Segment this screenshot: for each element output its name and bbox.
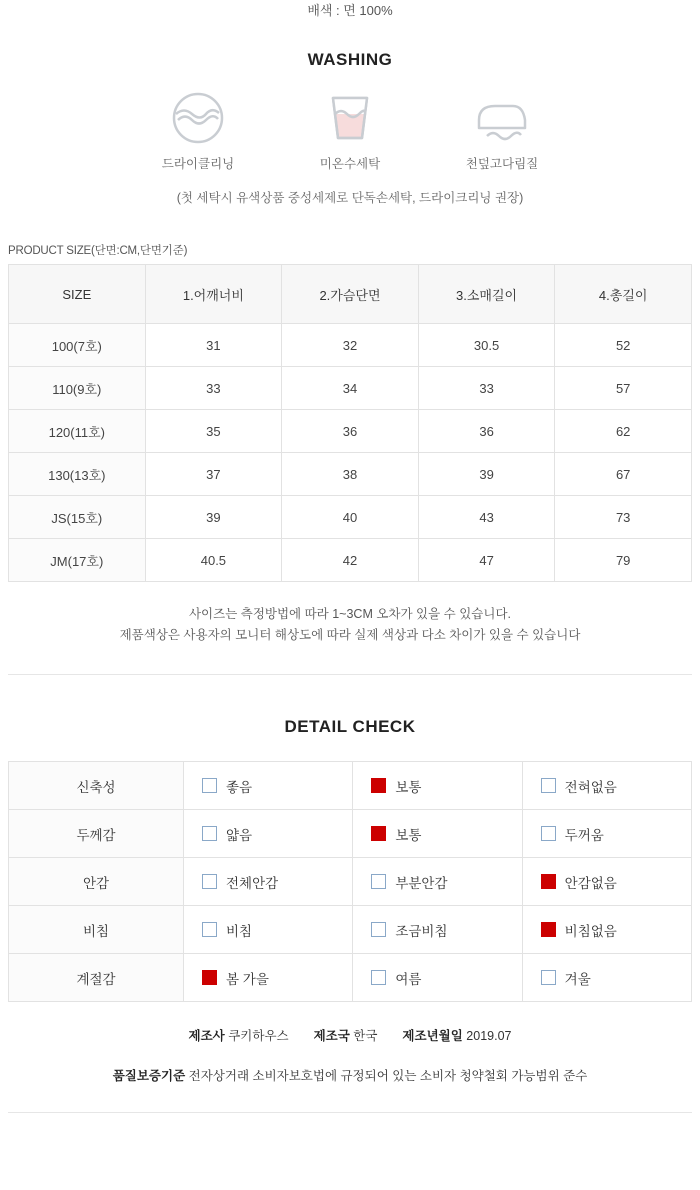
table-row <box>9 410 692 453</box>
warranty-text: 전자상거래 소비자보호법에 규정되어 있는 소비자 청약철회 가능범위 준수 <box>188 1069 588 1083</box>
sleeve-col-header: 3.소매길이 <box>418 265 555 324</box>
option-label: 보통 <box>395 827 422 843</box>
checkbox[interactable] <box>371 922 386 937</box>
option-label: 얇음 <box>226 827 253 843</box>
country-label: 제조국 <box>313 1029 350 1043</box>
size-cell: JS(15호) <box>9 496 146 539</box>
sleeve-cell: 36 <box>418 410 555 453</box>
fabric-info <box>0 0 700 22</box>
sleeve-cell: 33 <box>418 367 555 410</box>
detail-row-sheerness <box>9 906 692 954</box>
option-label: 좋음 <box>226 779 253 795</box>
detail-option-cell[interactable] <box>522 906 691 954</box>
table-row <box>9 539 692 582</box>
option-label: 두꺼움 <box>564 827 604 843</box>
warranty-label: 품질보증기준 <box>112 1069 186 1083</box>
section-divider <box>8 674 692 675</box>
detail-row-season <box>9 954 692 1002</box>
shoulder-cell: 33 <box>145 367 282 410</box>
chest-cell: 36 <box>282 410 419 453</box>
detail-option-cell[interactable] <box>522 762 691 810</box>
shoulder-cell: 35 <box>145 410 282 453</box>
option-label: 안감없음 <box>564 875 617 891</box>
detail-row-label: 두께감 <box>9 810 184 858</box>
shoulder-cell: 31 <box>145 324 282 367</box>
chest-cell: 40 <box>282 496 419 539</box>
chest-cell: 42 <box>282 539 419 582</box>
length-cell: 79 <box>555 539 692 582</box>
option-label: 보통 <box>395 779 422 795</box>
checkbox[interactable] <box>202 922 217 937</box>
detail-row-label: 비침 <box>9 906 184 954</box>
size-note-line: 제품색상은 사용자의 모니터 해상도에 따라 실제 색상과 다소 차이가 있을 수 있습니다 <box>119 628 581 642</box>
checkbox[interactable] <box>541 970 556 985</box>
detail-option-cell[interactable] <box>184 906 353 954</box>
length-cell: 62 <box>555 410 692 453</box>
detail-option-cell[interactable] <box>522 858 691 906</box>
sleeve-cell: 43 <box>418 496 555 539</box>
sleeve-cell: 39 <box>418 453 555 496</box>
size-col-header: SIZE <box>9 265 146 324</box>
shoulder-col-header: 1.어깨너비 <box>145 265 282 324</box>
option-label: 여름 <box>395 971 422 987</box>
table-header-row <box>9 265 692 324</box>
detail-row-stretch <box>9 762 692 810</box>
size-cell: 130(13호) <box>9 453 146 496</box>
washing-note: (첫 세탁시 유색상품 중성세제로 단독손세탁, 드라이크리닝 권장) <box>176 191 524 205</box>
table-row <box>9 496 692 539</box>
warranty-info <box>0 1066 700 1084</box>
shoulder-cell: 37 <box>145 453 282 496</box>
chest-cell: 34 <box>282 367 419 410</box>
size-cell: 110(9호) <box>9 367 146 410</box>
detail-row-lining <box>9 858 692 906</box>
checkbox[interactable] <box>541 922 556 937</box>
detail-option-cell[interactable] <box>184 810 353 858</box>
option-label: 봄 가을 <box>226 971 269 987</box>
option-label: 전체안감 <box>226 875 279 891</box>
maker-label: 제조사 <box>188 1029 225 1043</box>
washing-label: 미온수세탁 <box>319 157 381 171</box>
country-value: 한국 <box>353 1029 378 1043</box>
table-row <box>9 367 692 410</box>
detail-option-cell[interactable] <box>353 858 522 906</box>
size-cell: 100(7호) <box>9 324 146 367</box>
option-label: 비침 <box>226 923 253 939</box>
detail-option-cell[interactable] <box>522 810 691 858</box>
table-row <box>9 453 692 496</box>
size-notes <box>0 604 700 646</box>
detail-option-cell[interactable] <box>184 954 353 1002</box>
manufacture-date-label: 제조년월일 <box>402 1029 463 1043</box>
washing-label: 천덮고다림질 <box>465 157 539 171</box>
detail-option-cell[interactable] <box>522 954 691 1002</box>
dry-cleaning-icon <box>148 92 248 144</box>
washing-title: WASHING <box>307 50 393 69</box>
chest-cell: 32 <box>282 324 419 367</box>
length-cell: 67 <box>555 453 692 496</box>
length-cell: 73 <box>555 496 692 539</box>
option-label: 부분안감 <box>395 875 448 891</box>
length-cell: 52 <box>555 324 692 367</box>
detail-option-cell[interactable] <box>353 762 522 810</box>
shoulder-cell: 39 <box>145 496 282 539</box>
fabric-accent-text: 배색 : 면 100% <box>307 3 393 18</box>
sleeve-cell: 30.5 <box>418 324 555 367</box>
checkbox[interactable] <box>202 874 217 889</box>
option-label: 전혀없음 <box>564 779 617 795</box>
checkbox[interactable] <box>371 970 386 985</box>
checkbox[interactable] <box>371 778 386 793</box>
size-cell: JM(17호) <box>9 539 146 582</box>
washing-icon-group <box>0 92 700 172</box>
checkbox[interactable] <box>202 970 217 985</box>
size-cell: 120(11호) <box>9 410 146 453</box>
washing-item-dry-cleaning <box>148 92 248 172</box>
detail-option-cell[interactable] <box>353 810 522 858</box>
hand-wash-icon <box>300 92 400 144</box>
chest-cell: 38 <box>282 453 419 496</box>
detail-option-cell[interactable] <box>353 954 522 1002</box>
detail-check-title: DETAIL CHECK <box>284 717 416 736</box>
washing-label: 드라이클리닝 <box>161 157 235 171</box>
bottom-divider <box>8 1112 692 1113</box>
checkbox[interactable] <box>541 874 556 889</box>
checkbox[interactable] <box>541 778 556 793</box>
table-row <box>9 324 692 367</box>
product-size-caption: PRODUCT SIZE(단면:CM,단면기준) <box>8 245 188 257</box>
option-label: 조금비침 <box>395 923 448 939</box>
checkbox[interactable] <box>202 826 217 841</box>
detail-option-cell[interactable] <box>184 762 353 810</box>
checkbox[interactable] <box>541 826 556 841</box>
detail-check-table <box>8 761 692 1002</box>
detail-option-cell[interactable] <box>184 858 353 906</box>
maker-value: 쿠키하우스 <box>228 1029 289 1043</box>
washing-item-hand-wash <box>300 92 400 172</box>
detail-row-label: 신축성 <box>9 762 184 810</box>
iron-with-cloth-icon <box>452 92 552 144</box>
sleeve-cell: 47 <box>418 539 555 582</box>
maker-info <box>0 1026 700 1044</box>
detail-option-cell[interactable] <box>353 906 522 954</box>
shoulder-cell: 40.5 <box>145 539 282 582</box>
length-cell: 57 <box>555 367 692 410</box>
detail-row-thickness <box>9 810 692 858</box>
checkbox[interactable] <box>371 874 386 889</box>
option-label: 겨울 <box>564 971 591 987</box>
chest-col-header: 2.가슴단면 <box>282 265 419 324</box>
product-size-table <box>8 264 692 582</box>
washing-item-iron <box>452 92 552 172</box>
size-note-line: 사이즈는 측정방법에 따라 1~3CM 오차가 있을 수 있습니다. <box>188 607 511 621</box>
option-label: 비침없음 <box>564 923 617 939</box>
checkbox[interactable] <box>202 778 217 793</box>
detail-row-label: 계절감 <box>9 954 184 1002</box>
length-col-header: 4.총길이 <box>555 265 692 324</box>
detail-row-label: 안감 <box>9 858 184 906</box>
checkbox[interactable] <box>371 826 386 841</box>
manufacture-date-value: 2019.07 <box>466 1029 512 1043</box>
